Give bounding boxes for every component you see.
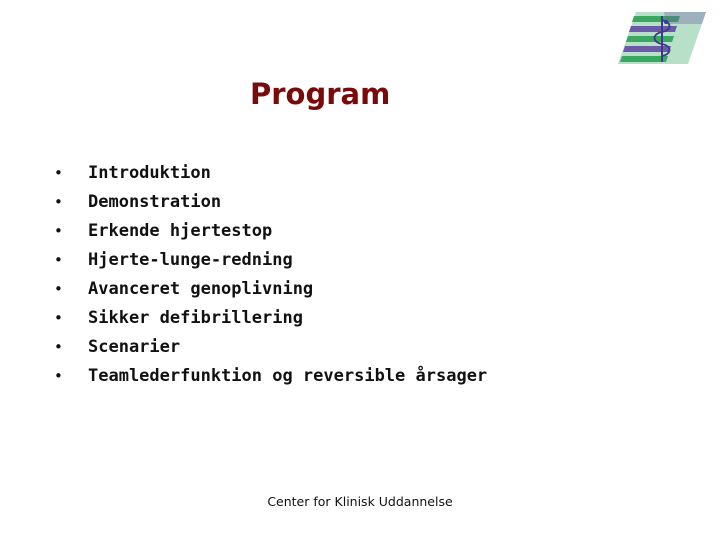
list-item — [54, 159, 487, 188]
list-item-text: Demonstration — [88, 192, 222, 212]
list-item-text: Sikker defibrillering — [88, 308, 303, 328]
list-item-text: Scenarier — [88, 337, 181, 357]
bullet-icon: • — [54, 193, 63, 211]
list-item-text: Teamlederfunktion og reversible årsager — [88, 366, 488, 386]
list-item-text: Introduktion — [88, 163, 211, 183]
list-item — [54, 188, 487, 217]
slide-title: Program — [250, 77, 391, 111]
bullet-icon: • — [54, 164, 63, 182]
list-item — [54, 304, 487, 333]
bullet-icon: • — [54, 222, 63, 240]
bullet-icon: • — [54, 251, 63, 269]
bullet-icon: • — [54, 309, 63, 327]
agenda-list — [54, 159, 487, 391]
list-item — [54, 362, 487, 391]
list-item — [54, 333, 487, 362]
list-item-text: Hjerte-lunge-redning — [88, 250, 293, 270]
slide-footer: Center for Klinisk Uddannelse — [267, 494, 453, 509]
list-item — [54, 217, 487, 246]
bullet-icon: • — [54, 367, 63, 385]
list-item — [54, 246, 487, 275]
list-item-text: Erkende hjertestop — [88, 221, 273, 241]
list-item-text: Avanceret genoplivning — [88, 279, 314, 299]
bullet-icon: • — [54, 338, 63, 356]
bullet-icon: • — [54, 280, 63, 298]
list-item — [54, 275, 487, 304]
caduceus-logo-icon — [618, 12, 706, 64]
